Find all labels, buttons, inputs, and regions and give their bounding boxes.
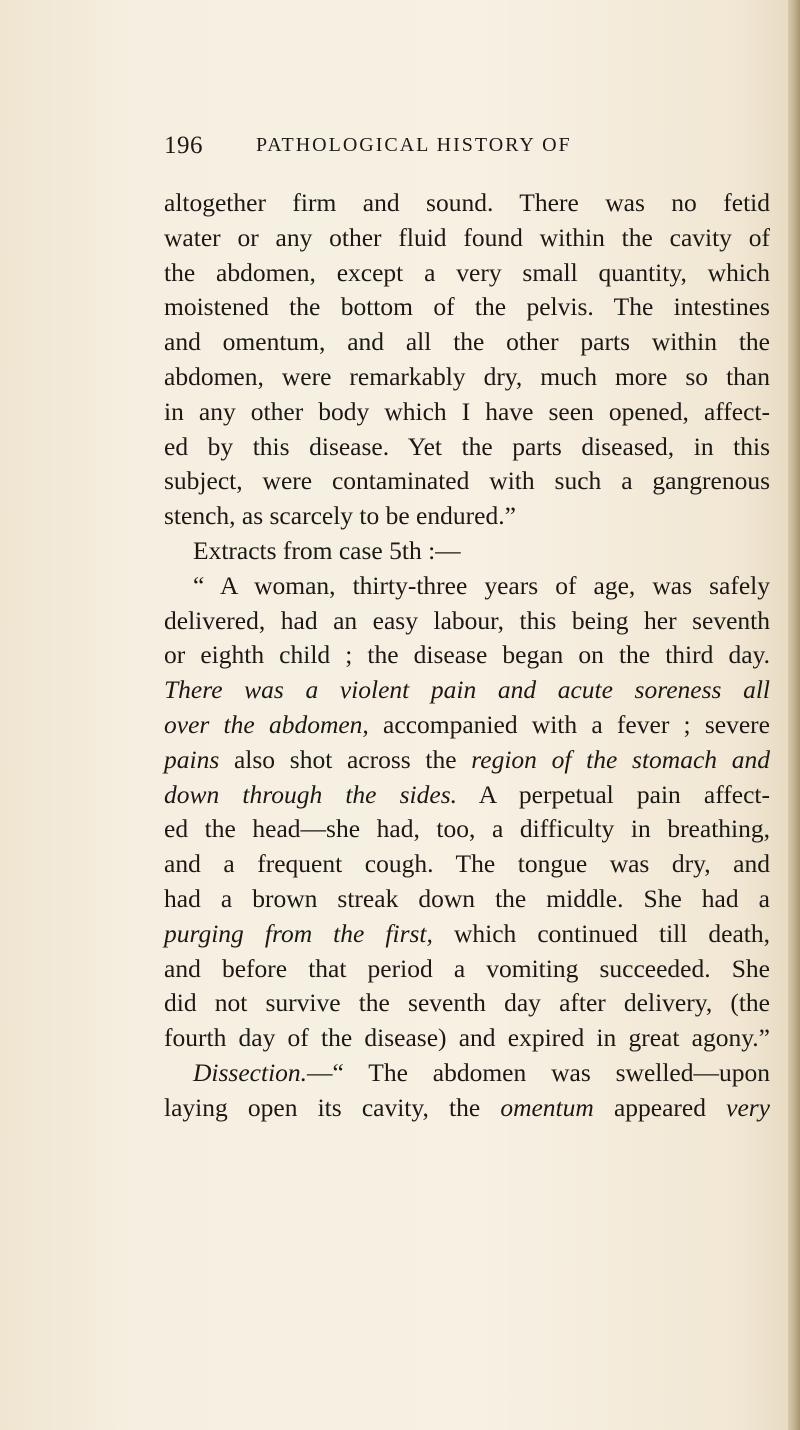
text-line <box>164 952 770 987</box>
text-segment: in any other body which I have seen opened, affect- <box>164 396 770 426</box>
text-segment: —“ The abdomen was swelled—upon <box>307 1057 770 1087</box>
text-line <box>164 430 770 465</box>
text-line <box>164 847 770 882</box>
text-segment: and before that period a vomiting succeeded. She <box>164 953 770 983</box>
text-line <box>164 743 770 778</box>
italic-text: down through the sides. <box>164 779 458 809</box>
text-segment: did not survive the seventh day after delivery, (the <box>164 988 770 1018</box>
text-segment: water or any other fluid found within the cavity of <box>164 222 770 252</box>
text-line <box>164 1091 770 1126</box>
italic-text: very <box>726 1092 771 1122</box>
italic-text: pains <box>164 744 220 774</box>
text-line <box>164 221 770 256</box>
text-segment: ed by this disease. Yet the parts diseased, in this <box>164 431 770 461</box>
text-line <box>164 464 770 499</box>
text-line <box>164 256 770 291</box>
text-segment: abdomen, were remarkably dry, much more so than <box>164 361 770 391</box>
text-line <box>164 534 770 569</box>
text-line <box>164 638 770 673</box>
text-line <box>164 1056 770 1091</box>
text-line <box>164 882 770 917</box>
text-segment: had a brown streak down the middle. She had a <box>164 883 770 913</box>
text-segment: which continued till death, <box>432 918 770 948</box>
text-line <box>164 395 770 430</box>
text-segment: laying open its cavity, the <box>164 1092 501 1122</box>
body-text <box>164 186 770 1126</box>
italic-text: region of the stomach and <box>471 744 771 774</box>
text-line <box>164 360 770 395</box>
text-line <box>164 186 770 221</box>
text-line <box>164 604 770 639</box>
text-segment: altogether firm and sound. There was no fetid <box>164 188 770 217</box>
text-line <box>164 708 770 743</box>
text-segment: ed the head—she had, too, a difficulty in breathing, <box>164 814 770 844</box>
text-line <box>164 778 770 813</box>
italic-text: omentum <box>500 1092 594 1122</box>
text-segment: accompanied with a fever ; severe <box>368 709 770 739</box>
text-segment: “ A woman, thirty-three years of age, was safely <box>193 570 770 600</box>
text-segment: or eighth child ; the disease began on the third day. <box>164 640 770 670</box>
text-segment: delivered, had an easy labour, this being her seventh <box>164 605 770 635</box>
text-segment: and a frequent cough. The tongue was dry, and <box>164 849 770 879</box>
text-line <box>164 499 770 534</box>
text-segment: and omentum, and all the other parts within the <box>164 327 770 357</box>
text-line <box>164 290 770 325</box>
text-segment: moistened the bottom of the pelvis. The intestines <box>164 292 770 322</box>
running-title: PATHOLOGICAL HISTORY OF <box>256 134 572 156</box>
italic-text: There was a violent pain and acute soreness all <box>164 675 770 705</box>
page-number: 196 <box>164 132 203 159</box>
text-segment: fourth day of the disease) and expired in great agony.” <box>164 1023 770 1053</box>
text-line <box>164 325 770 360</box>
page-edge-shadow <box>788 0 800 1430</box>
text-line <box>164 673 770 708</box>
text-line <box>164 917 770 952</box>
text-line <box>164 812 770 847</box>
italic-text: Dissection. <box>193 1057 308 1087</box>
text-line <box>164 986 770 1021</box>
text-segment: Extracts from case 5th :— <box>193 535 461 565</box>
running-head <box>164 132 764 166</box>
text-line <box>164 569 770 604</box>
text-segment: appeared <box>593 1092 727 1122</box>
text-segment: also shot across the <box>219 744 472 774</box>
text-segment: subject, were contaminated with such a gangrenous <box>164 466 770 496</box>
italic-text: purging from the first, <box>164 918 433 948</box>
text-segment: A perpetual pain affect- <box>457 779 770 809</box>
text-segment: the abdomen, except a very small quantity, which <box>164 257 770 287</box>
text-segment: stench, as scarcely to be endured.” <box>164 501 516 531</box>
text-line <box>164 1021 770 1056</box>
italic-text: over the abdomen, <box>164 709 369 739</box>
